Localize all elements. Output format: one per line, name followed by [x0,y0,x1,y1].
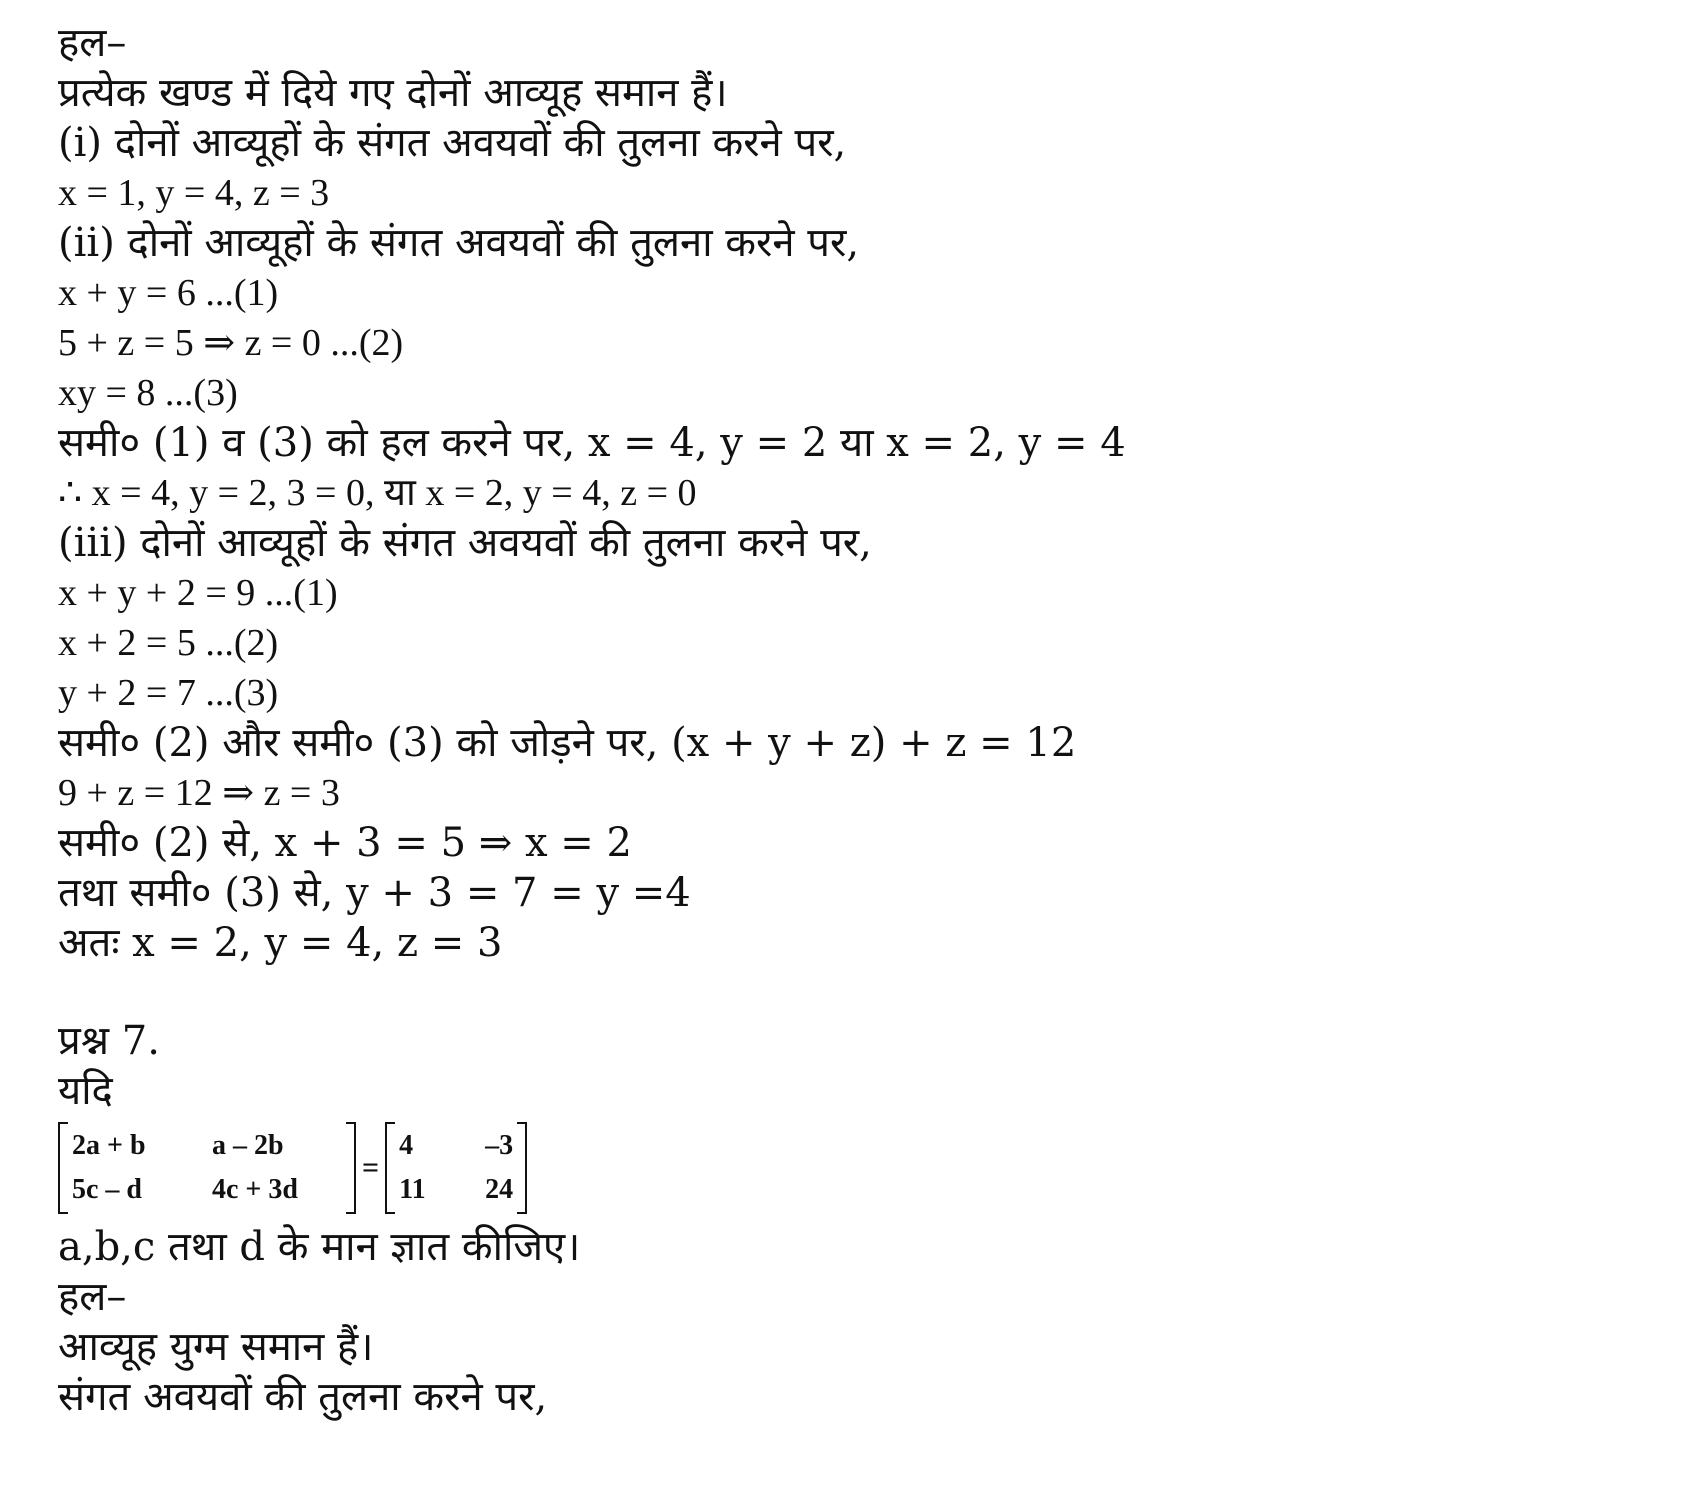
matrix-cell: 2a + b [72,1130,146,1161]
statement-text: आव्यूह युग्म समान हैं। [58,1324,374,1370]
equation-line: x + y + 2 = 9 ...(1) [58,572,338,614]
equation-line: 9 + z = 12 ⇒ z = 3 [58,772,340,814]
matrix-cell: 5c – d [72,1174,142,1205]
part-i-result: x = 1, y = 4, z = 3 [58,172,330,214]
solving-text: समी० (1) व (3) को हल करने पर, x = 4, y = 2 या x = 2, y = 4 [58,420,1126,466]
solution-heading: हल– [58,1274,127,1320]
matrix-right [385,1122,527,1214]
equation-line: समी० (2) से, x + 3 = 5 ⇒ x = 2 [58,820,632,866]
matrix-cell: –3 [485,1130,514,1161]
statement-text: प्रत्येक खण्ड में दिये गए दोनों आव्यूह समान हैं। [58,70,728,116]
matrix-cell: 11 [399,1174,426,1205]
spacer [58,968,1658,1016]
equation-line: xy = 8 ...(3) [58,372,238,414]
adding-text: समी० (2) और समी० (3) को जोड़ने पर, (x + y + z) + z = 12 [58,720,1077,766]
question-intro: यदि [58,1068,113,1114]
equation-line: 5 + z = 5 ⇒ z = 0 ...(2) [58,322,404,364]
matrix-cell: 4c + 3d [212,1174,298,1205]
matrix-left [58,1122,356,1214]
matrix-cell: 24 [485,1174,514,1205]
equation-line: x + 2 = 5 ...(2) [58,622,279,664]
equation-line: y + 2 = 7 ...(3) [58,672,279,714]
part-ii-text: (ii) दोनों आव्यूहों के संगत अवयवों की तुलना करने पर, [58,220,860,266]
equals-sign: = [362,1151,380,1184]
equation-line: x + y = 6 ...(1) [58,272,279,314]
question-heading: प्रश्न 7. [58,1018,160,1064]
part-ii-result: ∴ x = 4, y = 2, 3 = 0, या x = 2, y = 4, z = 0 [58,472,697,514]
solution-page [58,18,1658,1422]
matrix-cell: 4 [399,1130,414,1161]
matrix-equation [58,1120,1658,1216]
equation-line: तथा समी० (3) से, y + 3 = 7 = y =4 [58,870,691,916]
part-iii-result: अतः x = 2, y = 4, z = 3 [58,920,503,966]
matrix-cell: a – 2b [212,1130,284,1161]
part-i-text: (i) दोनों आव्यूहों के संगत अवयवों की तुलना करने पर, [58,120,847,166]
comparison-text: संगत अवयवों की तुलना करने पर, [58,1374,548,1420]
part-iii-text: (iii) दोनों आव्यूहों के संगत अवयवों की तुलना करने पर, [58,520,872,566]
question-text: a,b,c तथा d के मान ज्ञात कीजिए। [58,1224,581,1270]
solution-heading: हल– [58,20,127,66]
